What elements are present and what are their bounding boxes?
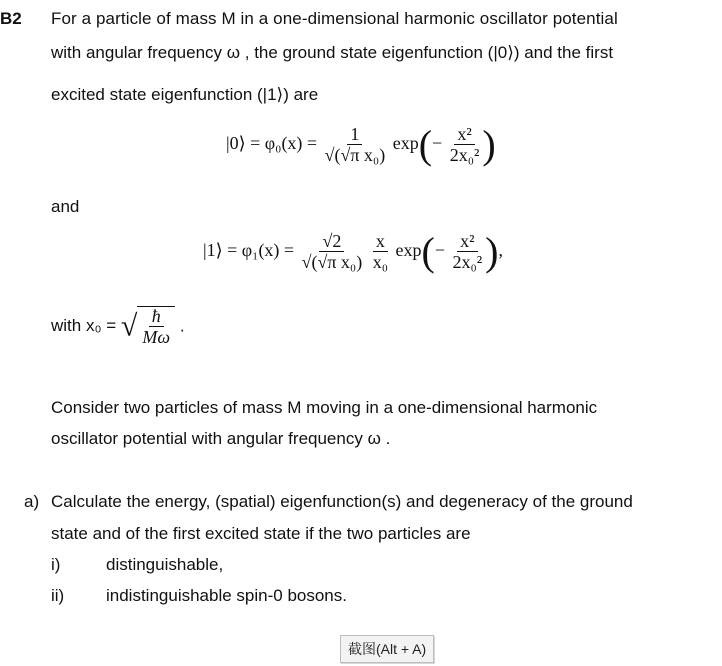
- eq0-arg-denominator: 2x₀²: [449, 145, 480, 165]
- eq0-denominator: √(√π x₀): [324, 145, 386, 165]
- ground-state-equation: [226, 122, 496, 167]
- consider-line-2: oscillator potential with angular frequency ω .: [51, 429, 391, 448]
- x0-fraction: [139, 307, 173, 347]
- and-text: and: [51, 197, 80, 216]
- left-paren: (: [418, 122, 433, 167]
- eq1-arg-denominator: 2x₀²: [452, 252, 483, 272]
- eq1-fraction: [299, 232, 366, 272]
- intro-line-2: with angular frequency ω , the ground state eigenfunction (|0⟩) and the first: [51, 43, 614, 62]
- x0-denominator: Mω: [142, 327, 171, 347]
- list-item-label: i): [51, 555, 61, 574]
- list-item-label: ii): [51, 586, 65, 605]
- eq1-numerator: √2: [319, 232, 344, 252]
- eq1-denominator: √(√π x₀): [301, 252, 363, 272]
- eq0-fraction: [322, 125, 389, 165]
- consider-line-1: Consider two particles of mass M moving in a one-dimensional harmonic: [51, 398, 598, 417]
- eq0-lhs: |0⟩ = φ₀(x) =: [226, 133, 318, 154]
- intro-line-1: For a particle of mass M in a one-dimensional harmonic oscillator potential: [51, 9, 618, 28]
- eq0-arg-fraction: [447, 125, 483, 165]
- x0-root: [121, 306, 175, 347]
- left-paren: (: [421, 229, 435, 274]
- comma: ,: [498, 240, 503, 261]
- eq1-x-numerator: x: [373, 232, 388, 252]
- eq0-exp: exp: [392, 133, 419, 154]
- excited-state-equation: [203, 229, 503, 274]
- eq1-lhs: |1⟩ = φ₁(x) =: [203, 240, 295, 261]
- screenshot-button[interactable]: 截图(Alt + A): [340, 635, 434, 663]
- part-a-line-1: Calculate the energy, (spatial) eigenfunction(s) and degeneracy of the ground: [51, 492, 633, 511]
- x0-radicand: [137, 306, 175, 347]
- eq1-arg-numerator: x²: [457, 232, 477, 252]
- eq1-arg-fraction: [449, 232, 485, 272]
- right-paren: ): [485, 229, 499, 274]
- radical-sign: √: [120, 309, 138, 343]
- eq1-exp: exp: [395, 240, 422, 261]
- right-paren: ): [482, 122, 496, 167]
- part-a-line-2: state and of the first excited state if the two particles are: [51, 524, 471, 543]
- with-label: with x₀ =: [51, 315, 117, 335]
- minus-sign: −: [432, 133, 443, 154]
- x0-definition: [51, 306, 185, 347]
- eq1-x-fraction: [370, 232, 391, 272]
- eq0-numerator: 1: [347, 125, 362, 145]
- eq1-x-denominator: x₀: [372, 252, 388, 272]
- problem-label: B2: [0, 9, 22, 28]
- eq0-arg-numerator: x²: [454, 125, 474, 145]
- part-a-label: a): [24, 492, 40, 511]
- intro-line-3: excited state eigenfunction (|1⟩) are: [51, 85, 319, 104]
- list-item-text: distinguishable,: [106, 555, 224, 574]
- x0-numerator: ħ: [149, 307, 164, 327]
- list-item-text: indistinguishable spin-0 bosons.: [106, 586, 347, 605]
- period: .: [179, 316, 185, 336]
- minus-sign: −: [434, 240, 445, 261]
